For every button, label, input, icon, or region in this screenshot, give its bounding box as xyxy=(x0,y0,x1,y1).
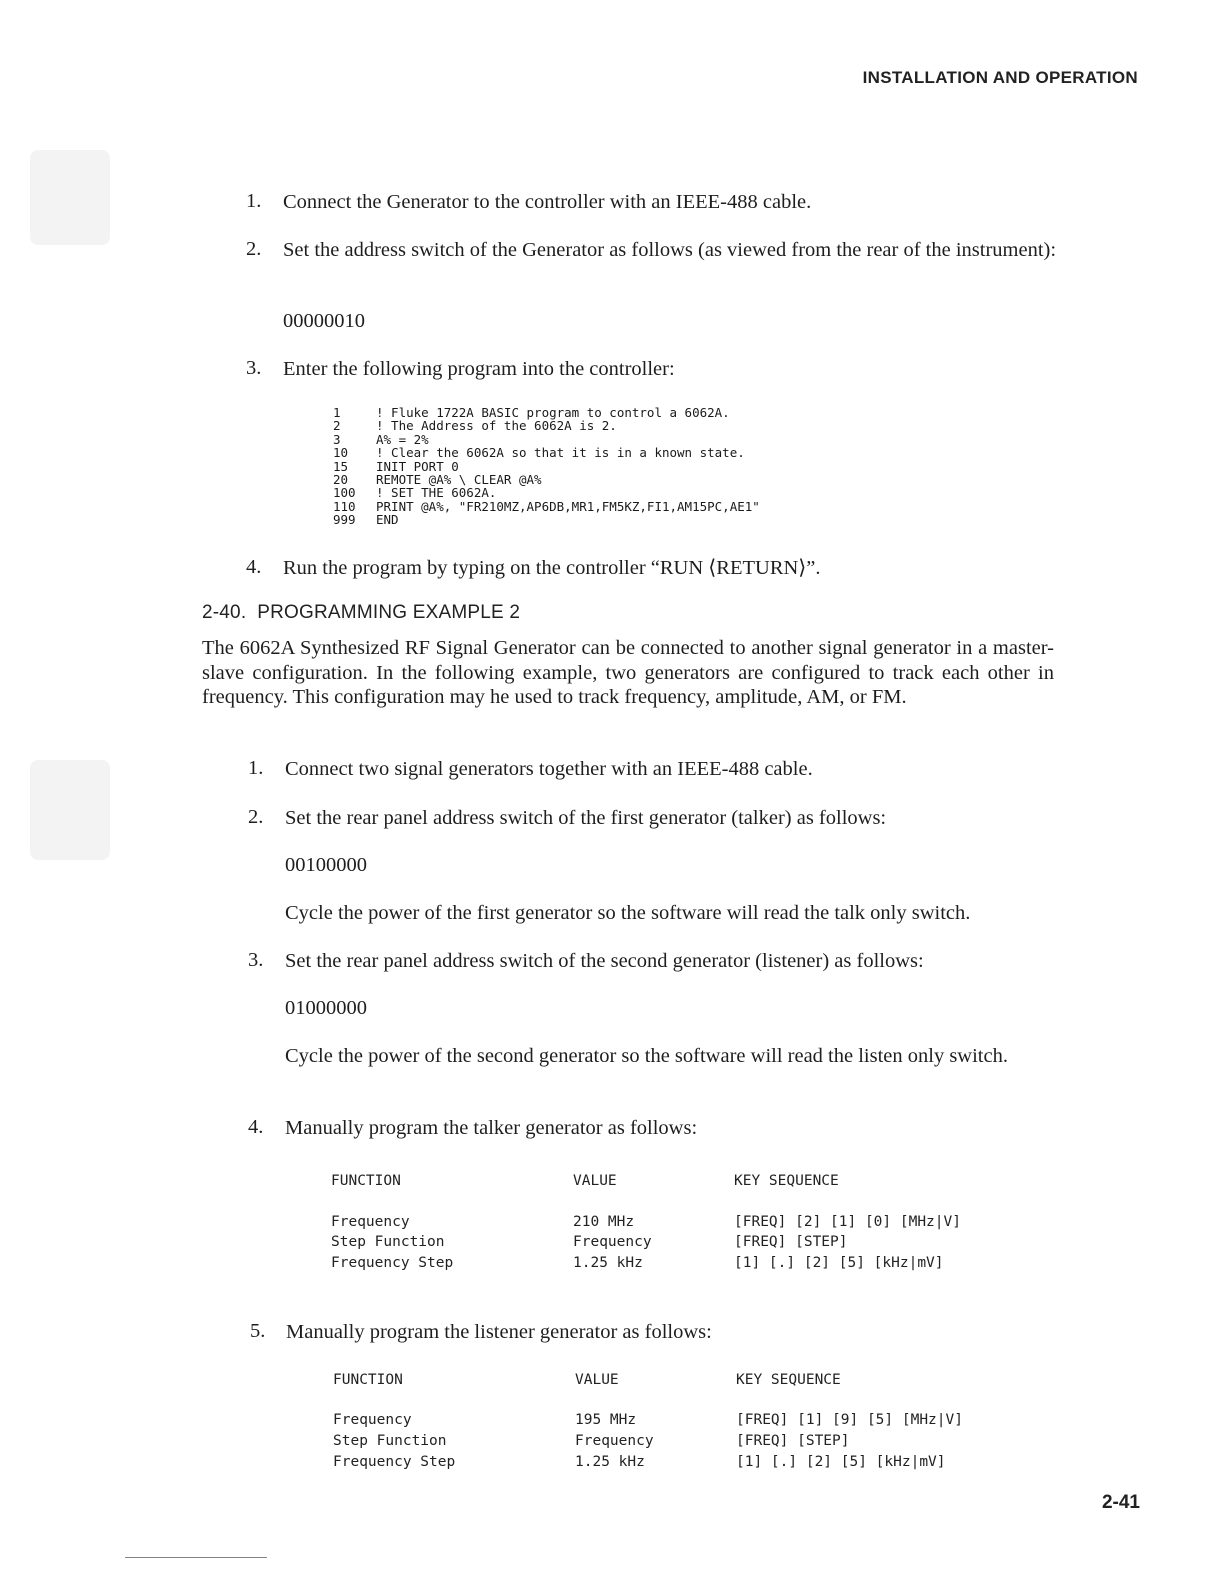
code-line xyxy=(333,500,760,513)
address-code: 01000000 xyxy=(285,997,367,1019)
step-text: Manually program the talker generator as follows: xyxy=(285,1117,698,1139)
code-text: INIT PORT 0 xyxy=(376,458,459,474)
table-header: VALUE xyxy=(573,1173,617,1189)
code-text: ! Fluke 1722A BASIC program to control a 6062A. xyxy=(376,405,730,420)
table-header: FUNCTION xyxy=(333,1372,403,1388)
bottom-rule xyxy=(125,1557,267,1558)
table-cell: 195 MHz xyxy=(575,1412,637,1428)
step-text: Set the rear panel address switch of the second generator (listener) as follows: xyxy=(285,950,924,972)
table-cell: Frequency Step xyxy=(333,1454,456,1470)
step-text: Connect the Generator to the controller with an IEEE-488 cable. xyxy=(283,191,812,213)
table-cell: [FREQ] [STEP] xyxy=(736,1433,850,1449)
table-cell: Step Function xyxy=(333,1433,447,1449)
code-text: END xyxy=(376,512,399,528)
code-text: ! The Address of the 6062A is 2. xyxy=(376,418,617,434)
code-text: PRINT @A%, "FR210MZ,AP6DB,MR1,FM5KZ,FI1,AM15PC,AE1" xyxy=(376,498,760,514)
table-cell: Frequency xyxy=(331,1214,410,1230)
code-line xyxy=(333,419,760,432)
step-number: 2. xyxy=(248,806,264,828)
code-line xyxy=(333,446,760,459)
table-cell: Frequency xyxy=(573,1234,652,1250)
table-header: FUNCTION xyxy=(331,1173,401,1189)
table-cell: [1] [.] [2] [5] [kHz|mV] xyxy=(734,1255,944,1271)
table-cell: 1.25 kHz xyxy=(573,1255,643,1271)
section-title: 2-40. PROGRAMMING EXAMPLE 2 xyxy=(202,602,521,623)
table-cell: Frequency xyxy=(333,1412,412,1428)
table-cell: [1] [.] [2] [5] [kHz|mV] xyxy=(736,1454,946,1470)
table-cell: [FREQ] [STEP] xyxy=(734,1234,848,1250)
table-cell: Step Function xyxy=(331,1234,445,1250)
table-cell: [FREQ] [2] [1] [0] [MHz|V] xyxy=(734,1214,961,1230)
code-line xyxy=(333,486,760,499)
scan-smudge xyxy=(30,150,110,245)
program-listing xyxy=(333,406,760,527)
address-code: 00000010 xyxy=(283,310,365,332)
step-text: Connect two signal generators together with an IEEE-488 cable. xyxy=(285,758,813,780)
step-number: 1. xyxy=(246,190,262,212)
line-number: 110 xyxy=(333,498,356,514)
line-number: 2 xyxy=(333,418,341,434)
line-number: 1 xyxy=(333,405,341,420)
page-number: 2-41 xyxy=(1101,1492,1140,1513)
line-number: 10 xyxy=(333,445,349,461)
code-line xyxy=(333,473,760,486)
step-text: Run the program by typing on the controller “RUN ⟨RETURN⟩”. xyxy=(283,557,821,579)
step-text: Enter the following program into the controller: xyxy=(283,358,675,380)
code-line xyxy=(333,460,760,473)
step-text: Set the address switch of the Generator as follows (as viewed from the rear of the instrument): xyxy=(283,239,1057,261)
note-text: Cycle the power of the second generator so the software will read the listen only switch. xyxy=(285,1045,1008,1067)
scan-smudge xyxy=(30,760,110,860)
table-header: VALUE xyxy=(575,1372,619,1388)
code-line xyxy=(333,433,760,446)
note-text: Cycle the power of the first generator so the software will read the talk only switch. xyxy=(285,902,971,924)
line-number: 100 xyxy=(333,485,356,501)
step-number: 4. xyxy=(246,556,262,578)
code-text: A% = 2% xyxy=(376,431,429,447)
table-header: KEY SEQUENCE xyxy=(734,1173,839,1189)
table-cell: Frequency xyxy=(575,1433,654,1449)
listener-key-table xyxy=(333,1372,1033,1482)
table-cell: Frequency Step xyxy=(331,1255,454,1271)
step-number: 1. xyxy=(248,757,264,779)
table-header: KEY SEQUENCE xyxy=(736,1372,841,1388)
address-code: 00100000 xyxy=(285,854,367,876)
code-line xyxy=(333,513,760,526)
table-cell: [FREQ] [1] [9] [5] [MHz|V] xyxy=(736,1412,963,1428)
step-number: 4. xyxy=(248,1116,264,1138)
table-cell: 210 MHz xyxy=(573,1214,635,1230)
intro-paragraph: The 6062A Synthesized RF Signal Generator can be connected to another signal generator in a master-slave configuration. In the following example, two generators are configured to track each other in frequency. This configuration may he used to track frequency, amplitude, AM, or FM. xyxy=(202,637,1054,708)
code-line xyxy=(333,406,760,419)
line-number: 999 xyxy=(333,512,356,528)
step-number: 3. xyxy=(246,357,262,379)
line-number: 3 xyxy=(333,431,341,447)
table-cell: 1.25 kHz xyxy=(575,1454,645,1470)
step-number: 3. xyxy=(248,949,264,971)
step-text: Manually program the listener generator as follows: xyxy=(286,1321,712,1343)
code-text: ! SET THE 6062A. xyxy=(376,485,497,501)
talker-key-table xyxy=(331,1173,1031,1283)
page-header: INSTALLATION AND OPERATION xyxy=(862,68,1138,87)
line-number: 20 xyxy=(333,472,349,488)
step-number: 5. xyxy=(250,1320,266,1342)
step-text: Set the rear panel address switch of the first generator (talker) as follows: xyxy=(285,807,887,829)
line-number: 15 xyxy=(333,458,349,474)
code-text: ! Clear the 6062A so that it is in a known state. xyxy=(376,445,745,461)
code-text: REMOTE @A% \ CLEAR @A% xyxy=(376,472,542,488)
step-number: 2. xyxy=(246,238,262,260)
